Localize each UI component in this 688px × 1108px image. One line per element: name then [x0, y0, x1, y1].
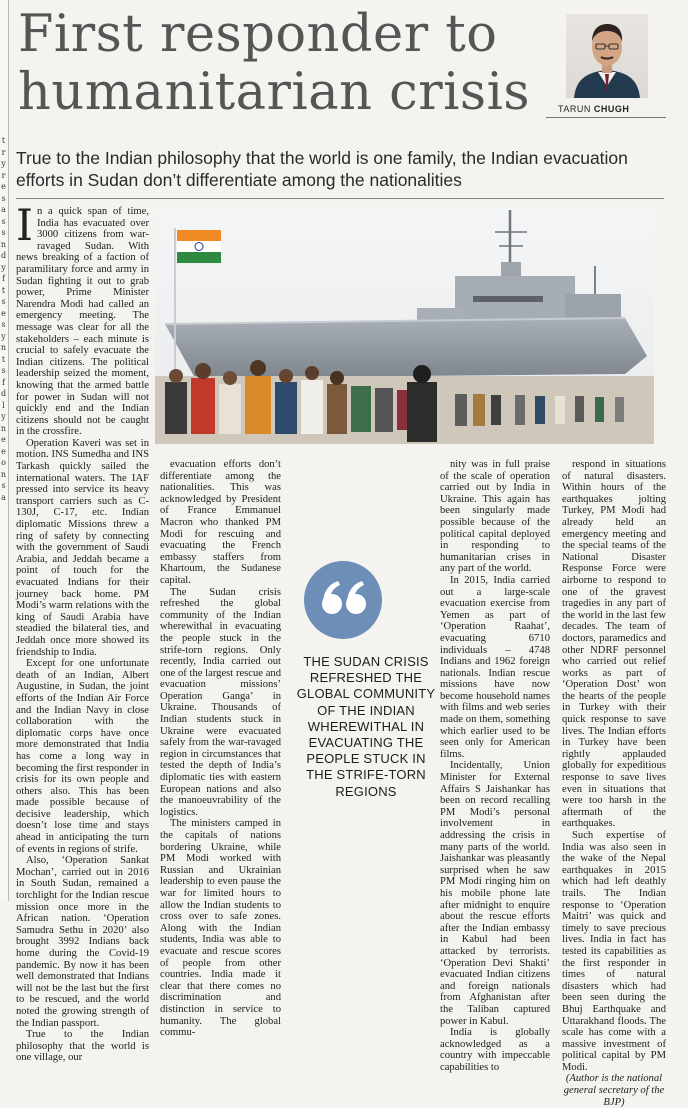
- body-paragraph: The Sudan crisis refreshed the global community of the Indian wherewithal in evacuating the people stuck in the strife-torn regions. Only recently, India carried out one of the largest rescue and evacuation missions’ Operation Ganga’ in Ukraine. Thousands of Indian students stuck in Ukraine were evacuated safely from the war-ravaged region in circumstances that tested the depth of India’s diplomatic ties with eastern European nations and also the manoeuvrability of the logistics.: [160, 586, 281, 818]
- gutter-letter: s: [1, 228, 6, 237]
- body-paragraph: Except for one unfortunate death of an Indian, Albert Augustine, in Sudan, the joint efforts of the Indian Air Force and the Indian Navy in close collaboration with the diplomatic corps have once more demonstrated that India has come a long way in becoming the first responder in crisis for its own people and others also. This has been made possible because of decisive leadership, which doesn’t lose time and stays ahead in anticipating the turn of events in regions of strife.: [16, 658, 149, 855]
- gutter-letter: y: [1, 159, 6, 168]
- gutter-letter: s: [1, 481, 6, 490]
- body-paragraph: nity was in full praise of the scale of operation carried out by India in Ukraine. This again has been singularly made possible because of the political capital deployed in responding to humanitarian crises in any part of the world.: [440, 459, 550, 575]
- gutter-letter: r: [1, 170, 6, 180]
- gutter-letter: t: [1, 285, 6, 295]
- quote-mark-icon: [303, 560, 383, 640]
- gutter-letter: e: [1, 435, 6, 444]
- gutter-letter: n: [0, 239, 7, 249]
- gutter-letter: e: [1, 446, 6, 456]
- body-paragraph: evacuation efforts don’t differentiate among the nationalities. This was acknowledged by President of France Emmanuel Macron who thanked PM Modi for rescuing and evacuating the French embassy staffers from Khartoum, the Sudanese capital.: [160, 459, 281, 586]
- body-paragraph: Operation Kaveri was set in motion. INS Sumedha and INS Tarkash quickly sailed the international waters. The IAF pressed into service its heavy transport carriers such as C-130J, C-17, etc. Indian diplomatic Missions threw a ring of safety by connecting with the government of Saudi Arabia, and Jeddah became a point of touch for the evacuated Indians for their journey back home. PM Modi’s warm relations with the king of Saudi Arabia have steadied the bilateral ties, and Jeddah once more showed its friendship to India.: [16, 437, 149, 658]
- byline-rule: [546, 117, 666, 118]
- gutter-letter: s: [1, 297, 6, 306]
- author-portrait: [566, 14, 648, 98]
- gutter-letter: y: [1, 262, 6, 272]
- gutter-letter: l: [2, 400, 5, 410]
- body-paragraph: Incidentally, Union Minister for External Affairs S Jaishankar has been on record recalling PM Modi’s personal involvement in addressing the crisis in many parts of the world. Jaishankar was pleasantly surprised when he saw PM Modi ringing him on his mobile phone late after midnight to enquire about the rescue efforts after the Indian embassy in Kabul had been attacked by terrorists. ‘Operation Devi Shakti’ evacuated Indian citizens and foreign nationals from Afghanistan after the Taliban captured power in Kabul.: [440, 760, 550, 1027]
- gutter-letter: e: [1, 308, 6, 318]
- gutter-letter: d: [0, 389, 7, 398]
- byline: [558, 104, 629, 114]
- gutter-letter: f: [2, 377, 5, 387]
- pull-quote: THE SUDAN CRISIS REFRESHED THE GLOBAL COMMUNITY OF THE INDIAN WHEREWITHAL IN EVACUATING THE PEOPLE STUCK IN THE STRIFE-TORN REGIONS: [296, 654, 436, 799]
- body-paragraph: True to the Indian philosophy that the world is one village, our: [16, 1029, 149, 1064]
- gutter-letters: [0, 135, 7, 503]
- previous-article-gutter: [0, 0, 9, 901]
- gutter-letter: s: [1, 366, 6, 375]
- paragraph-text: n a quick span of time, India has evacuated over 3000 citizens from war-ravaged Sudan. With news breaking of a faction of paramilitary force and army in Sudan fighting it out to grab power, Prime Minister Narendra Modi had called an emergency meeting. The message was clear for all the stakeholders – each minute is crucial to safely evacuate the Indian citizens. The political leadership seized the moment, knowing that the armed battle for power in Sudan will not quickly end and the Indian citizens should not be caught in the crossfire.: [16, 206, 149, 438]
- gutter-letter: t: [1, 136, 6, 145]
- gutter-letter: o: [1, 458, 6, 467]
- body-column-4: [562, 459, 666, 1108]
- gutter-letter: n: [0, 343, 7, 352]
- headline: [18, 6, 548, 122]
- deck-standfirst: True to the Indian philosophy that the world is one family, the Indian evacuation efforts in Sudan don’t differentiate among the nationalities: [16, 148, 628, 190]
- author-last-name: CHUGH: [593, 104, 630, 114]
- gutter-letter: s: [1, 320, 6, 329]
- drop-cap: I: [16, 201, 33, 251]
- quote-mark-drawing: [303, 560, 383, 640]
- ship-hull: [165, 318, 647, 378]
- gutter-letter: y: [1, 412, 6, 421]
- body-paragraph: India is globally acknowledged as a country with impeccable capabilities to: [440, 1027, 550, 1073]
- body-paragraph: [16, 201, 149, 438]
- author-note: (Author is the national general secretary of the BJP): [563, 1073, 665, 1108]
- gutter-letter: e: [1, 182, 6, 191]
- gutter-letter: n: [0, 423, 7, 433]
- body-column-2: [160, 459, 281, 1039]
- headline-line-2: humanitarian crisis: [18, 63, 531, 122]
- body-paragraph: Such expertise of India was also seen in the wake of the Nepal earthquakes in 2015 which had left deathly trails. The Indian response to ‘Operation Maitri’ was quick and timely to save precious lives. India in fact has tested its capabilities as the first responder in times of natural disasters which had been seen during the Bhuj Earthquake and Uttarakhand floods. The scale has come with a massive investment of political capital by PM Modi.: [562, 830, 666, 1073]
- headline-line-1: First responder to: [18, 5, 498, 64]
- body-paragraph: The ministers camped in the capitals of nations bordering Ukraine, while PM Modi worked with Russian and Ukrainian leadership to even pause the war for limited hours to allow the Indian students to cross over to safe zones. Along with the Indian students, India was able to evacuate and rescue scores of people from other countries. India made it clear that there comes no discrimination and distinction in service to humanity. The global commu-: [160, 818, 281, 1039]
- author-portrait-drawing: [566, 14, 648, 98]
- gutter-letter: s: [1, 193, 6, 203]
- author-first-name: TARUN: [558, 104, 591, 114]
- body-column-1: [16, 201, 149, 1064]
- gutter-letter: d: [0, 251, 7, 260]
- ship-evacuation-photo: [155, 206, 654, 444]
- gutter-letter: n: [0, 469, 7, 479]
- gutter-letter: t: [1, 354, 6, 364]
- gutter-letter: a: [1, 492, 6, 502]
- gutter-letter: f: [2, 274, 5, 283]
- deck-rule: [16, 198, 664, 199]
- body-paragraph: respond in situations of natural disasters. Within hours of the earthquakes jolting Turkey, PM Modi had already held an emergency meeting and the special teams of the National Disaster Response Force were airborne to respond to one of the gravest tragedies in any part of the world in the last few decades. The team of doctors, paramedics and other NDRF personnel who carried out relief works as part of ‘Operation Dost’ won the hearts of the people in Turkey with their quick response to save lives. The Indian efforts in Turkey have been rightly applauded globally for expeditious response to save lives even in situations that were too harsh in the aftermath of the earthquakes.: [562, 459, 666, 830]
- body-column-3: [440, 459, 550, 1073]
- gutter-letter: r: [1, 147, 6, 157]
- gutter-letter: a: [1, 205, 6, 214]
- body-paragraph: Also, ‘Operation Sankat Mochan’, carried out in 2016 in South Sudan, remained a torchlight for the Indian rescue mission once more in the African nation. ‘Operation Samudra Sethu in 2020’ also brought 3992 Indians back home during the Covid-19 pandemic. By now it has been well demonstrated that Indians will not be the last but the first to be rescued, and the world noted the growing strength of the Indian passport.: [16, 855, 149, 1029]
- body-paragraph: In 2015, India carried out a large-scale evacuation exercise from Yemen as part of ‘Operation Raahat’, evacuating 6710 individuals – 4748 Indians and 1962 foreign nationals. Indian rescue missions have now become household names with films and web series made on them, something which earlier used to be seen only for American films.: [440, 574, 550, 760]
- gutter-letter: y: [1, 331, 6, 341]
- ship-scene: [155, 206, 654, 444]
- gutter-letter: s: [1, 216, 6, 226]
- indian-flag: [177, 230, 221, 263]
